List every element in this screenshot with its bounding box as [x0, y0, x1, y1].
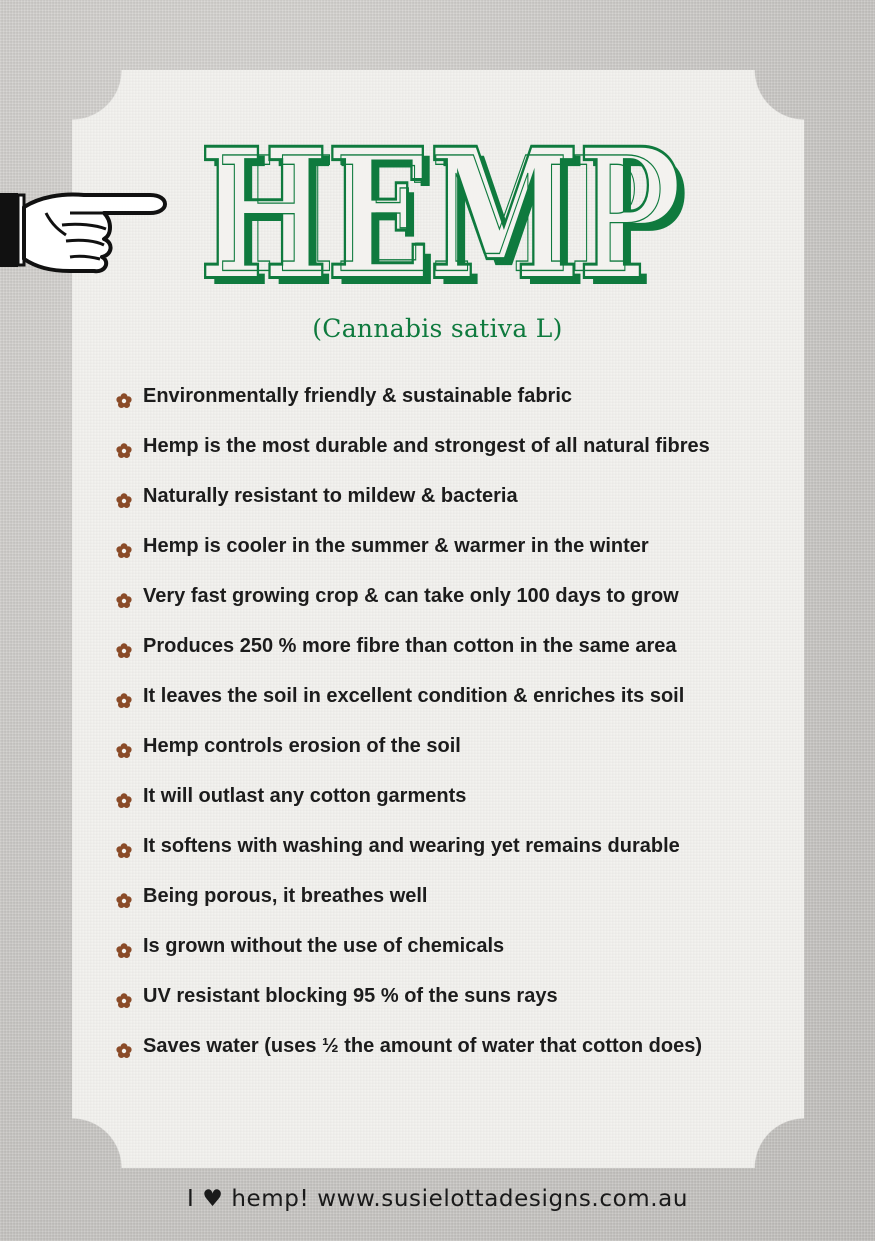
list-item: [116, 381, 796, 431]
flower-bullet-icon: [116, 943, 132, 959]
fact-text: Hemp controls erosion of the soil: [143, 735, 461, 757]
flower-bullet-icon: [116, 843, 132, 859]
facts-list: [116, 381, 796, 1081]
list-item: [116, 431, 796, 481]
flower-bullet-icon: [116, 543, 132, 559]
subtitle: (Cannabis sativa L): [312, 314, 563, 343]
fact-text: Is grown without the use of chemicals: [143, 935, 505, 957]
fact-text: UV resistant blocking 95 % of the suns rays: [143, 985, 558, 1007]
fact-text: Being porous, it breathes well: [143, 885, 428, 907]
fact-text: It leaves the soil in excellent condition & enriches its soil: [143, 685, 685, 707]
list-item: [116, 1031, 796, 1081]
hemp-title-shadow: HEMP: [208, 128, 688, 298]
hemp-title-inline: HEMP: [216, 128, 664, 298]
list-item: [116, 481, 796, 531]
fact-text: Hemp is cooler in the summer & warmer in the winter: [143, 535, 649, 557]
flower-bullet-icon: [116, 493, 132, 509]
list-item: [116, 881, 796, 931]
fact-text: It softens with washing and wearing yet remains durable: [143, 835, 680, 857]
flower-bullet-icon: [116, 743, 132, 759]
list-item: [116, 831, 796, 881]
fact-text: Very fast growing crop & can take only 100 days to grow: [143, 585, 679, 607]
list-item: [116, 781, 796, 831]
list-item: [116, 631, 796, 681]
fact-text: Produces 250 % more fibre than cotton in the same area: [143, 635, 677, 657]
list-item: [116, 981, 796, 1031]
fact-text: It will outlast any cotton garments: [143, 785, 467, 807]
list-item: [116, 931, 796, 981]
flower-bullet-icon: [116, 793, 132, 809]
flower-bullet-icon: [116, 693, 132, 709]
hemp-title-face: HEMP: [200, 128, 680, 298]
fact-text: Saves water (uses ½ the amount of water that cotton does): [143, 1035, 703, 1057]
footer-text: I ♥ hemp! www.susielottadesigns.com.au: [186, 1186, 689, 1212]
flower-bullet-icon: [116, 893, 132, 909]
flower-bullet-icon: [116, 393, 132, 409]
list-item: [116, 731, 796, 781]
flower-bullet-icon: [116, 443, 132, 459]
flower-bullet-icon: [116, 1043, 132, 1059]
list-item: [116, 531, 796, 581]
flower-bullet-icon: [116, 993, 132, 1009]
list-item: [116, 581, 796, 631]
flower-bullet-icon: [116, 643, 132, 659]
fact-text: Naturally resistant to mildew & bacteria: [143, 485, 518, 507]
fact-text: Environmentally friendly & sustainable fabric: [143, 385, 573, 407]
flower-bullet-icon: [116, 593, 132, 609]
fact-text: Hemp is the most durable and strongest of all natural fibres: [143, 435, 710, 457]
hemp-title: [190, 128, 690, 298]
pointing-hand-icon: [0, 185, 172, 277]
list-item: [116, 681, 796, 731]
